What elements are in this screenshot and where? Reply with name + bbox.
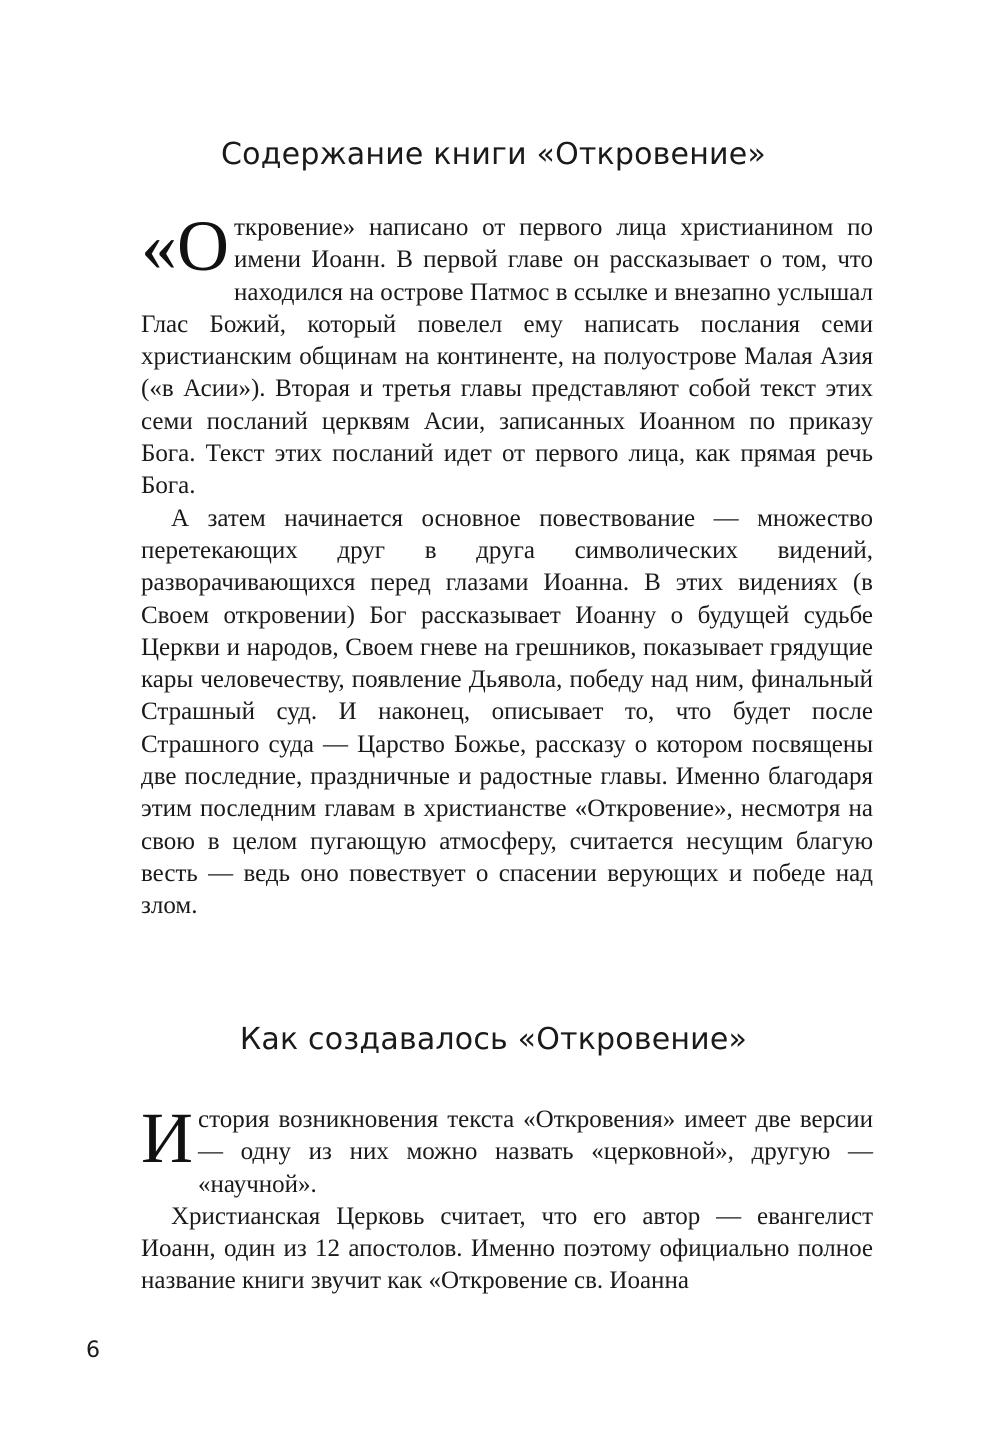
section-heading-creation: Как создавалось «Откровение» bbox=[239, 1022, 748, 1057]
paragraph bbox=[141, 1098, 873, 1201]
paragraph: А затем начинается основное повествование — множество перетекающих друг в друга символических видений, разворачивающихся перед глазами Иоанна. В этих видениях (в Своем откровении) Бог рассказывает Иоанну о будущей судьбе Церкви и народов, Своем гневе на грешников, показывает грядущие кары человечеству, появление Дьявола, победу над ним, финальный Страшный суд. И наконец, описывает то, что будет после Страшного суда — Царство Божье, рассказу о котором посвящены две последние, праздничные и радостные главы. Именно благодаря этим последним главам в христианстве «Откровение», несмотря на свою в целом пугающую атмосферу, считается несущим благую весть — ведь оно повествует о спасении верующих и победе над злом. bbox=[141, 504, 873, 920]
paragraph bbox=[141, 206, 873, 503]
paragraph: Христианская Церковь считает, что его автор — евангелист Иоанн, один из 12 апостолов. Именно поэтому официально полное название книги звучит как «Откровение св. Иоанна bbox=[141, 1202, 873, 1295]
section-body-creation bbox=[141, 1098, 873, 1298]
page-number: 6 bbox=[86, 1338, 100, 1363]
paragraph-text: ткровение» написано от первого лица христианином по имени Иоанн. В первой главе он рассказывает о том, что находился на острове Патмос в ссылке и внезапно услышал Глас Божий, который повелел ему написать послания семи христианским общинам на континенте, на полуострове Малая Азия («в Асии»). Вторая и третья главы представляют собой текст этих семи посланий церквям Асии, записанных Иоанном по приказу Бога. Текст этих посланий идет от первого лица, как прямая речь Бога. bbox=[141, 214, 873, 500]
drop-cap: «О bbox=[141, 206, 229, 286]
paragraph-text: стория возникновения текста «Откровения» имеет две версии — одну из них можно назвать «церковной», другую — «научной». bbox=[198, 1106, 873, 1198]
section-body-contents bbox=[141, 206, 873, 923]
drop-cap: И bbox=[141, 1098, 193, 1178]
section-heading-contents: Содержание книги «Откровение» bbox=[221, 137, 766, 172]
